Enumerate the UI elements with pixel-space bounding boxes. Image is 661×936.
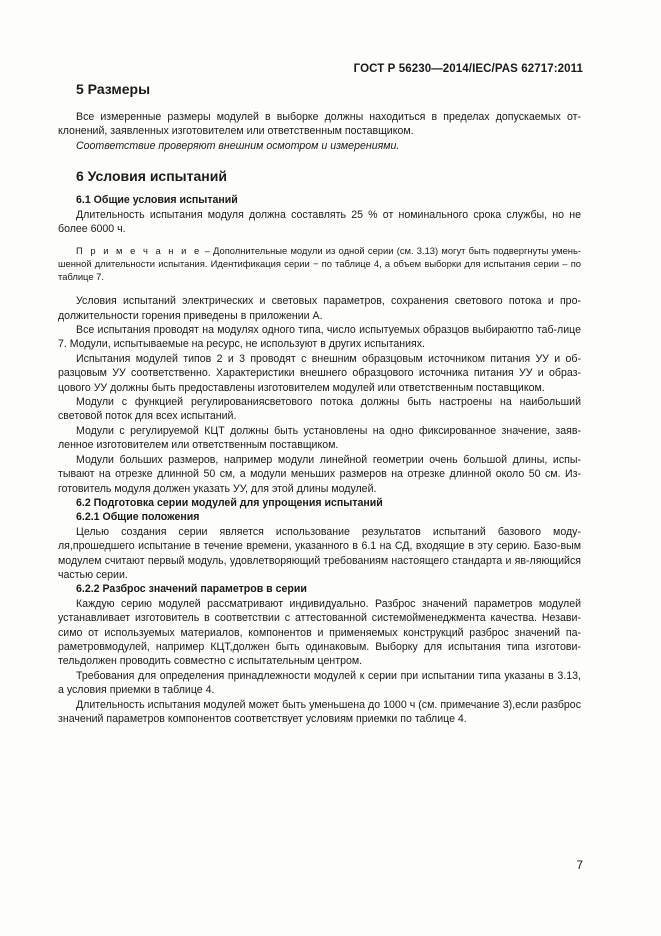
page-number: 7 — [576, 858, 583, 872]
large-modules-paragraph: Модули больших размеров, например модули линейной геометрии очень большой длины, испы-тывают на отрезке длинной 50 см, а модули меньших размеров на отрезке длинной около 50 см. Из-готовитель модуля должен указать УУ, для этой длины модулей. — [58, 453, 581, 495]
note-label: П р и м е ч а н и е — [76, 245, 202, 257]
section-6-2-2-paragraph-2: Требования для определения принадлежности модулей к серии при испытании типа указаны в 3.13, а условия приемки в таблице 4. — [58, 669, 581, 697]
section-6-2-2-paragraph-1: Каждую серию модулей рассматривают индивидуально. Разброс значений параметров модулей устанавливает изготовитель в соответствии с аттестованной системойменеджмента качества. Незави-симо от используемых материалов, компонентов и применяемых конструкций разброс значений па-раметровмодулей, например КЦТ,должен быть одинаковым. Выборку для испытания типа изготови-тельдолжен проводить совместно с испытательным центром. — [58, 597, 581, 668]
dimming-paragraph: Модули с функцией регулированиясветового потока должны быть настроены на наибольший световой поток для всех испытаний. — [58, 396, 581, 423]
section-6-2-1-paragraph: Целью создания серии является использование результатов испытаний базового моду-ля,прошедшего испытание в течение времени, указанного в 6.1 на СД, входящие в эту серию. Базо-вым модулем считают первый модуль, удовлетворяющий требованиям настоящего стандарта и яв-ляющийся частью серии. — [58, 525, 581, 581]
page-content — [58, 80, 581, 726]
standard-header: ГОСТ Р 56230—2014/IEC/PAS 62717:2011 — [353, 63, 583, 75]
cct-paragraph: Модули с регулируемой КЦТ должны быть установлены на одно фиксированное значение, заяв-ленное изготовителем или ответственным поставщиком. — [58, 424, 581, 452]
section-6-2-2-paragraph-3: Длительность испытания модулей может быть уменьшена до 1000 ч (см. примечание 3),если разброс значений параметров компонентов соответствует условиям приемки по таблице 4. — [58, 698, 581, 725]
section-6-2-title: 6.2 Подготовка серии модулей для упрощения испытаний — [76, 496, 383, 509]
conditions-paragraph: Условия испытаний электрических и световых параметров, сохранения светового потока и про-должительности горения приведены в приложении А. — [58, 295, 581, 322]
note-paragraph — [58, 245, 581, 283]
section-6-1-title: 6.1 Общие условия испытаний — [76, 194, 238, 207]
note-text: – Дополнительные модули из одной серии (см. 3.13) могут быть подвергнуты умень-шенной длительности испытания. Идентификация серии − по таблице 4, а объем выборки для испытания серии – по таблице 7. — [58, 245, 581, 282]
section-6-2-1-title: 6.2.1 Общие положения — [76, 511, 200, 524]
section-5-compliance: Соответствие проверяют внешним осмотром и измерениями. — [76, 139, 400, 152]
module-types-paragraph: Испытания модулей типов 2 и 3 проводят с внешним образцовым источником питания УУ и об-разцовым УУ соответственно. Характеристики внешнего образцового источника питания УУ и образ-цового УУ должны быть предоставлены изготовителем модулей или ответственным поставщиком. — [58, 352, 581, 394]
section-6-title: 6 Условия испытаний — [76, 168, 227, 185]
section-5-title: 5 Размеры — [76, 81, 151, 97]
section-6-1-paragraph: Длительность испытания модуля должна составлять 25 % от номинального срока службы, но не более 6000 ч. — [58, 208, 581, 236]
section-6-2-2-title: 6.2.2 Разброс значений параметров в серии — [76, 583, 307, 596]
all-tests-paragraph: Все испытания проводят на модулях одного типа, число испытуемых образцов выбираютпо таб-лице 7. Модули, испытываемые на ресурс, не используют в других испытаниях. — [58, 324, 581, 351]
section-5-paragraph: Все измеренные размеры модулей в выборке должны находиться в пределах допускаемых от-клонений, заявленных изготовителем или ответственным поставщиком. — [58, 111, 581, 138]
